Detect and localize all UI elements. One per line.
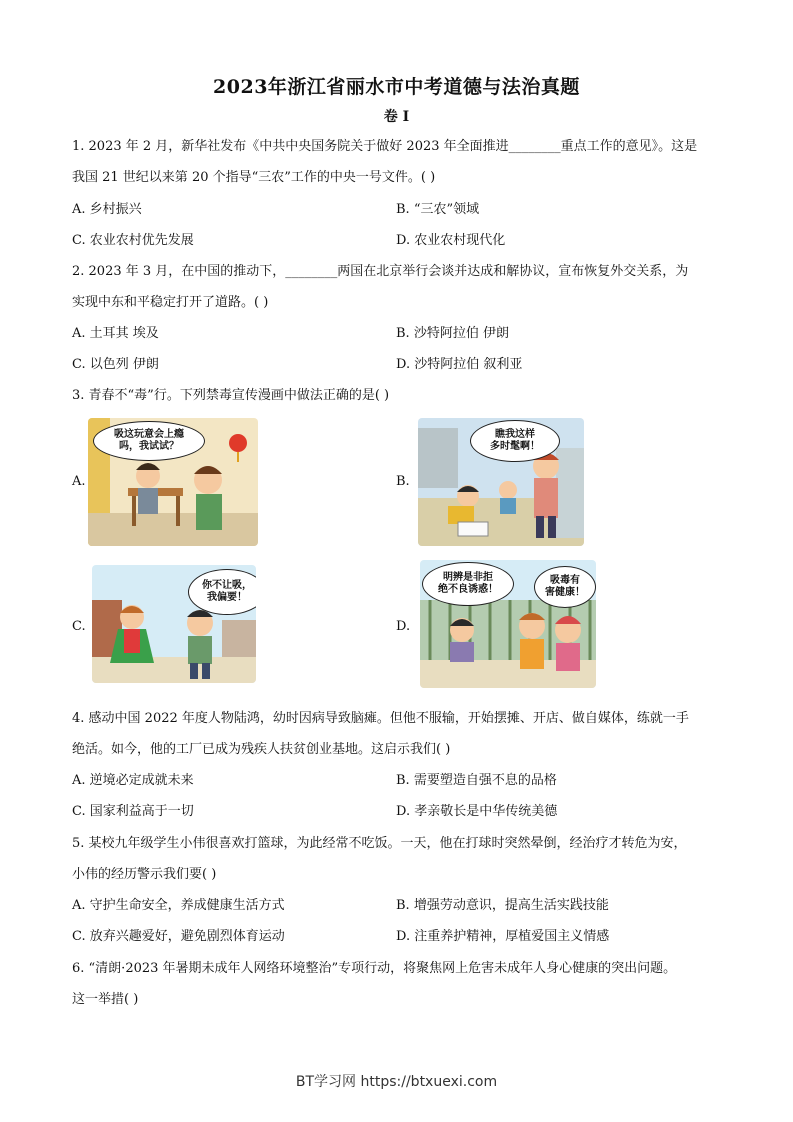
question-6-stem-line1: 6. “清朗·2023 年暑期未成年人网络环境整治”专项行动，将聚焦网上危害未成年人身心健康的突出问题。 <box>72 961 677 976</box>
question-4-option-d: D. 孝亲敬长是中华传统美德 <box>396 804 558 819</box>
question-6-stem-line2: 这一举措( ) <box>72 992 139 1007</box>
question-3-stem: 3. 青春不“毒”行。下列禁毒宣传漫画中做法正确的是( ) <box>72 388 390 403</box>
cartoon-d-speech-bubble-2: 吸毒有 害健康！ <box>534 566 596 608</box>
cartoon-c-speech-bubble: 你不让吸， 我偏要！ <box>188 569 256 615</box>
cartoon-d-speech-bubble-1: 明辨是非拒 绝不良诱惑！ <box>422 562 514 606</box>
section-title: 卷 I <box>383 109 410 125</box>
question-1-stem-line1: 1. 2023 年 2 月，新华社发布《中共中央国务院关于做好 2023 年全面推进________重点工作的意见》。这是 <box>72 139 698 154</box>
question-1-stem-line2: 我国 21 世纪以来第 20 个指导“三农”工作的中央一号文件。( ) <box>72 170 436 185</box>
question-2-option-b: B. 沙特阿拉伯 伊朗 <box>396 326 509 341</box>
question-5-option-b: B. 增强劳动意识，提高生活实践技能 <box>396 898 609 913</box>
cartoon-b-speech-bubble: 瞧我这样 多时髦啊！ <box>470 420 560 462</box>
question-4-option-a: A. 逆境必定成就未来 <box>72 773 194 788</box>
question-5-stem-line2: 小伟的经历警示我们要( ) <box>72 867 217 882</box>
question-5-option-d: D. 注重养护精神，厚植爱国主义情感 <box>396 929 610 944</box>
page-title: 2023年浙江省丽水市中考道德与法治真题 <box>213 76 580 98</box>
question-2-option-d: D. 沙特阿拉伯 叙利亚 <box>396 357 523 372</box>
cartoon-b <box>418 418 584 546</box>
question-5-option-c: C. 放弃兴趣爱好，避免剧烈体育运动 <box>72 929 285 944</box>
question-2-stem-line1: 2. 2023 年 3 月，在中国的推动下，________两国在北京举行会谈并达成和解协议，宣布恢复外交关系，为 <box>72 264 689 279</box>
cartoon-a <box>88 418 258 546</box>
question-1-option-d: D. 农业农村现代化 <box>396 233 506 248</box>
question-4-option-b: B. 需要塑造自强不息的品格 <box>396 773 557 788</box>
question-3-option-d: D. <box>396 619 411 634</box>
question-2-option-c: C. 以色列 伊朗 <box>72 357 159 372</box>
question-5-stem-line1: 5. 某校九年级学生小伟很喜欢打篮球，为此经常不吃饭。一天，他在打球时突然晕倒，经治疗才转危为安， <box>72 836 687 851</box>
question-1-option-a: A. 乡村振兴 <box>72 202 142 217</box>
question-3-option-a: A. <box>72 474 86 489</box>
question-1-option-b: B. “三农”领域 <box>396 202 480 217</box>
question-2-option-a: A. 土耳其 埃及 <box>72 326 159 341</box>
cartoon-c <box>92 565 256 683</box>
question-5-option-a: A. 守护生命安全，养成健康生活方式 <box>72 898 285 913</box>
footer-watermark: BT学习网 https://btxuexi.com <box>295 1074 498 1090</box>
question-4-option-c: C. 国家利益高于一切 <box>72 804 194 819</box>
question-4-stem-line2: 绝活。如今，他的工厂已成为残疾人扶贫创业基地。这启示我们( ) <box>72 742 451 757</box>
cartoon-d <box>420 560 596 688</box>
question-1-option-c: C. 农业农村优先发展 <box>72 233 194 248</box>
question-3-option-c: C. <box>72 619 86 634</box>
question-4-stem-line1: 4. 感动中国 2022 年度人物陆鸿，幼时因病导致脑瘫。但他不服输，开始摆摊、开店、做自媒体，练就一手 <box>72 711 689 726</box>
cartoon-a-speech-bubble: 吸这玩意会上瘾 吗，我试试？ <box>93 421 205 461</box>
question-3-option-b: B. <box>396 474 410 489</box>
question-2-stem-line2: 实现中东和平稳定打开了道路。( ) <box>72 295 269 310</box>
